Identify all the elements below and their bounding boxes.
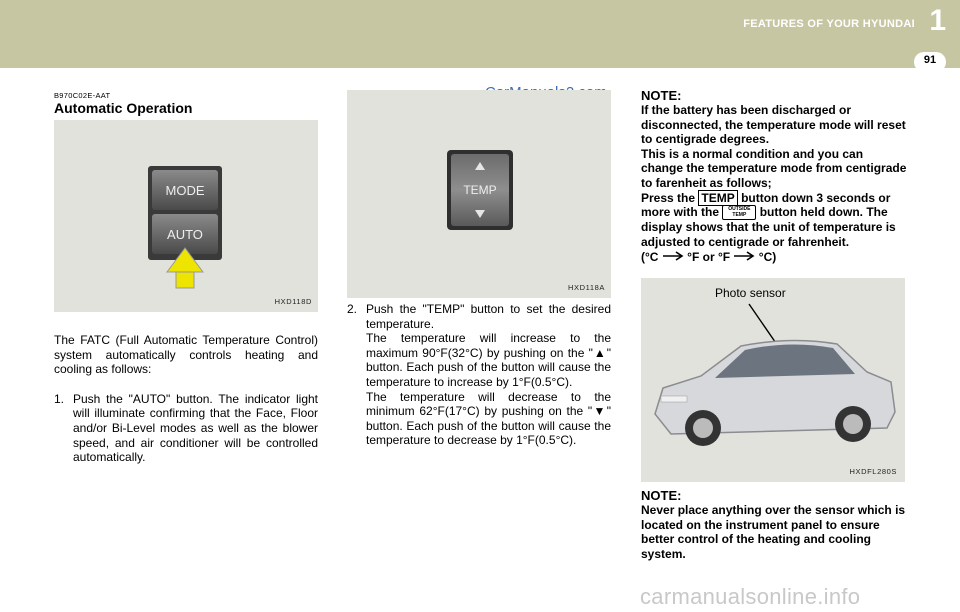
- step-2-part1: Push the "TEMP" button to set the desired temperature.: [366, 302, 611, 331]
- step-2-part3: The temperature will decrease to the minimum 62°F(17°C) by pushing on the "▼" button. Each push of the button will cause the temperature to decrease by 1°F(0.5°C).: [366, 389, 611, 448]
- mode-auto-buttons-illustration: [54, 120, 318, 312]
- arrow-right-icon: [733, 251, 755, 261]
- step-2-part2: The temperature will increase to the maximum 90°F(32°C) by pushing on the "▲" button. Each push of the button will cause the temperature to increase by 1°F(0.5°C).: [366, 331, 611, 389]
- chapter-number: 1: [929, 4, 946, 37]
- note2-title: NOTE:: [641, 488, 682, 503]
- car-illustration: [641, 278, 905, 482]
- up-triangle-icon: ▲: [592, 345, 607, 360]
- temp-figure: [347, 90, 611, 298]
- car-photo-figure: [641, 278, 905, 482]
- note1-part2: This is a normal condition and you can change the temperature mode from centigrade to farenheit as follows;: [641, 146, 907, 190]
- mode-button-label: MODE: [165, 183, 205, 198]
- note1-part1: If the battery has been discharged or disconnected, the temperature mode will reset to centigrade degrees.: [641, 103, 906, 147]
- step-number: 2.: [347, 302, 358, 316]
- header-title: FEATURES OF YOUR HYUNDAI: [743, 18, 915, 30]
- figure-label: HXD118A: [568, 283, 605, 292]
- figure-label: HXD118D: [274, 297, 312, 306]
- note2-body: Never place anything over the sensor which is located on the instrument panel to ensure better control of the heating and cooling system.: [641, 503, 906, 561]
- note1-title: NOTE:: [641, 88, 682, 103]
- watermark-bottom: carmanualsonline.info: [640, 584, 861, 609]
- down-triangle-icon: ▼: [592, 404, 607, 419]
- step-number: 1.: [54, 391, 65, 406]
- temp-button-inline: TEMP: [698, 190, 737, 206]
- figure-label: HXDFL280S: [849, 467, 897, 476]
- section-title: Automatic Operation: [54, 100, 193, 116]
- auto-button-label: AUTO: [167, 227, 203, 242]
- intro-text: The FATC (Full Automatic Temperature Control) system automatically controls heating and cooling as follows:: [54, 333, 318, 377]
- temp-button-label: TEMP: [463, 183, 497, 197]
- left-body: [54, 333, 318, 465]
- section-code: B970C02E-AAT: [54, 91, 111, 100]
- page-header: [0, 0, 960, 68]
- unit-conversion: (°C °F or °F °C): [641, 249, 777, 264]
- mode-auto-figure: [54, 120, 318, 312]
- photo-sensor-callout: Photo sensor: [715, 286, 786, 300]
- temp-button-illustration: [347, 90, 611, 298]
- step-1: [54, 392, 318, 465]
- note1-instructions: Press the TEMP button down 3 seconds or more with the OUTSIDE TEMP button held down. The display shows that the unit of temperature is adjusted to centigrade or fahrenheit.: [641, 190, 896, 250]
- note1-body: [641, 103, 907, 264]
- outside-temp-button-icon: OUTSIDE TEMP: [722, 205, 756, 220]
- page-number: 91: [923, 54, 937, 66]
- arrow-right-icon: [662, 251, 684, 261]
- step-2: [347, 302, 611, 448]
- step-text: Push the "AUTO" button. The indicator light will illuminate confirming that the Face, Floor and/or Bi-Level modes as well as the blower speed, and air conditioner will be controlled automatically.: [73, 391, 318, 465]
- middle-body: [347, 302, 611, 448]
